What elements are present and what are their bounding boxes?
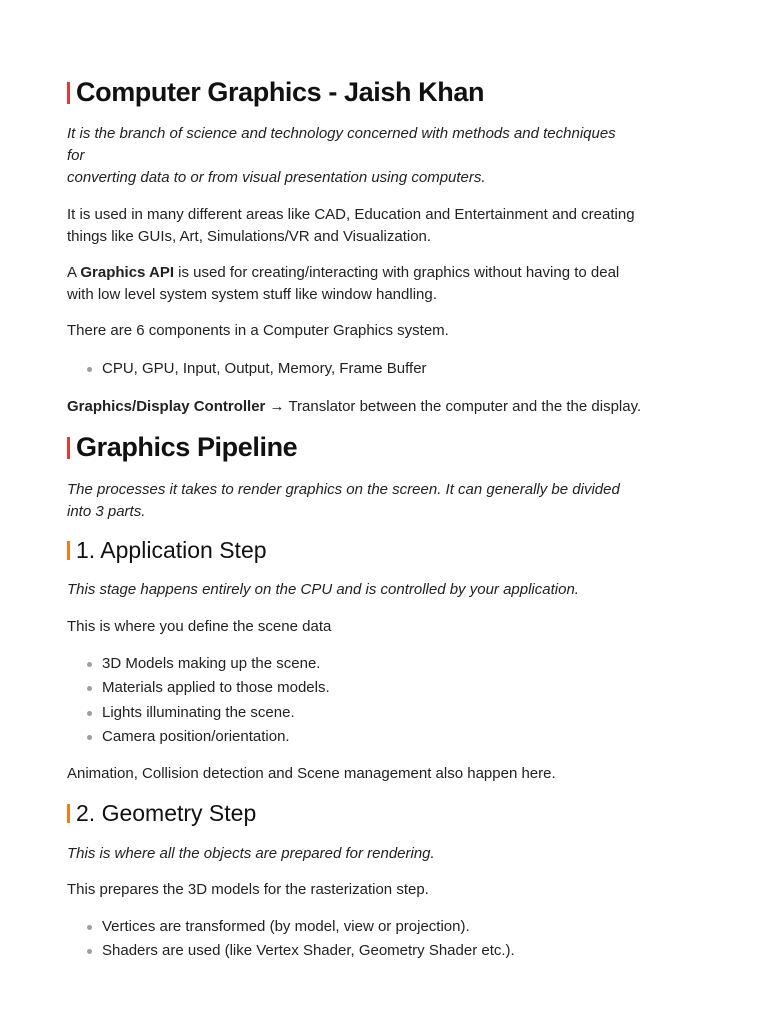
uses-line-2: things like GUIs, Art, Simulations/VR and Visualization. [67,228,432,245]
application-step-intro: This is where you define the scene data [67,618,332,635]
pipeline-heading-text: Graphics Pipeline [76,432,298,462]
geometry-step-heading [67,799,256,827]
controller-paragraph [67,396,707,418]
components-list [67,357,427,381]
api-term: Graphics API [80,264,174,281]
api-paragraph [67,262,707,306]
intro-paragraph [67,123,707,189]
api-line-1 [67,262,707,284]
uses-paragraph [67,204,707,248]
application-accent-bar [67,541,70,560]
intro-line-1: It is the branch of science and technology concerned with methods and techniques [67,125,616,142]
controller-term: Graphics/Display Controller [67,398,266,415]
list-item: Lights illuminating the scene. [67,701,330,725]
geometry-accent-bar [67,804,70,823]
pipeline-description [67,479,707,523]
intro-line-2: for [67,147,85,164]
pipeline-heading [67,431,297,463]
geometry-step-description: This is where all the objects are prepared for rendering. [67,845,435,862]
api-line-2: with low level system system stuff like window handling. [67,286,437,303]
application-step-heading-text: 1. Application Step [76,537,267,563]
application-step-heading [67,536,267,564]
application-step-description: This stage happens entirely on the CPU and is controlled by your application. [67,581,579,598]
components-intro: There are 6 components in a Computer Graphics system. [67,322,449,339]
geometry-step-intro: This prepares the 3D models for the rasterization step. [67,881,429,898]
list-item: 3D Models making up the scene. [67,652,330,676]
page-title-text: Computer Graphics - Jaish Khan [76,77,485,107]
list-item: CPU, GPU, Input, Output, Memory, Frame Buffer [67,357,427,381]
scene-data-list [67,652,330,749]
api-prefix: A [67,264,81,281]
title-accent-bar [67,82,70,104]
list-item: Materials applied to those models. [67,676,330,700]
controller-description: → Translator between the computer and the the display. [265,398,642,415]
pipeline-accent-bar [67,437,70,459]
geometry-step-heading-text: 2. Geometry Step [76,800,257,826]
pipeline-desc-line-1: The processes it takes to render graphics on the screen. It can generally be divided [67,481,620,498]
page-title [67,76,484,108]
list-item: Vertices are transformed (by model, view or projection). [67,915,515,939]
list-item: Shaders are used (like Vertex Shader, Geometry Shader etc.). [67,939,515,963]
pipeline-desc-line-2: into 3 parts. [67,503,146,520]
api-line-1-rest: is used for creating/interacting with graphics without having to deal [174,264,620,281]
geometry-list [67,915,515,964]
list-item: Camera position/orientation. [67,725,330,749]
intro-line-3: converting data to or from visual presentation using computers. [67,169,486,186]
uses-line-1: It is used in many different areas like CAD, Education and Entertainment and creating [67,206,635,223]
application-step-note: Animation, Collision detection and Scene management also happen here. [67,765,556,782]
